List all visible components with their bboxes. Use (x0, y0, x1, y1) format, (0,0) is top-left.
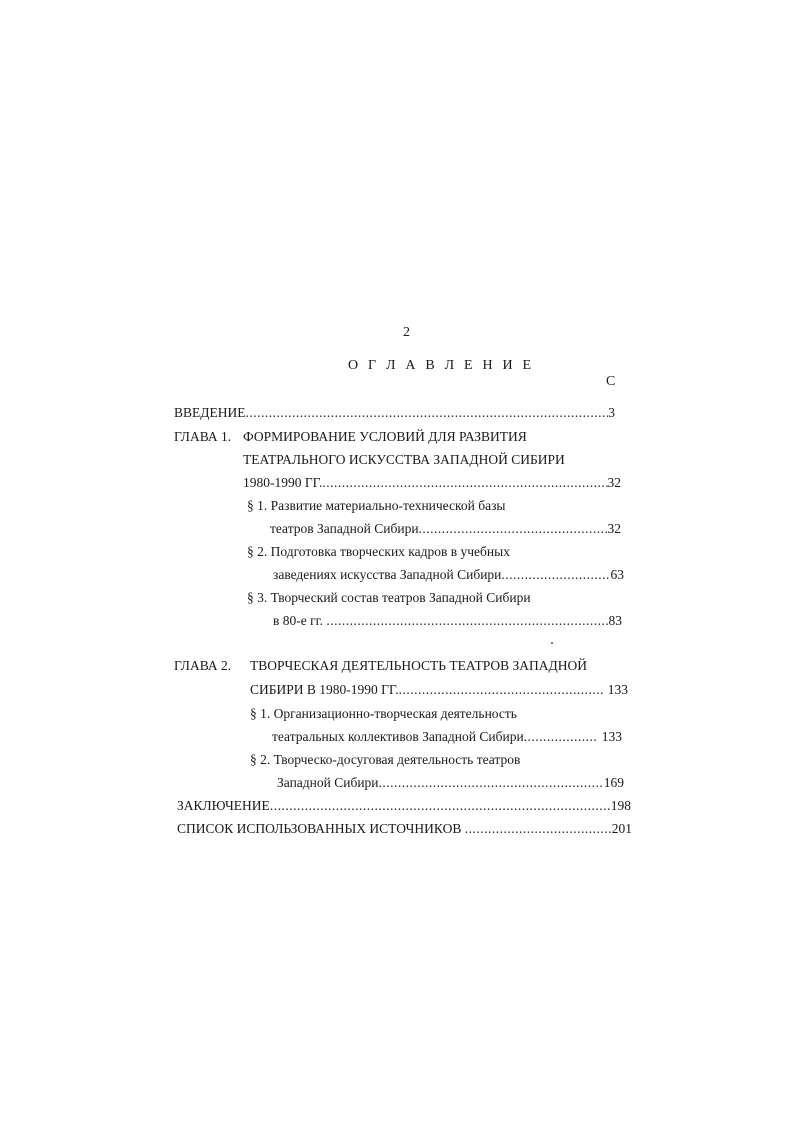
entry-text: Западной Сибири (277, 775, 379, 790)
chapter-1-title-line-2[interactable]: ТЕАТРАЛЬНОГО ИСКУССТВА ЗАПАДНОЙ СИБИРИ (243, 452, 565, 467)
toc-entry-section-2-2[interactable] (277, 774, 624, 792)
chapter-2-title-line-1[interactable]: ТВОРЧЕСКАЯ ДЕЯТЕЛЬНОСТЬ ТЕАТРОВ ЗАПАДНОЙ (250, 658, 587, 673)
entry-page: 201 (611, 821, 632, 836)
leader-dots (399, 681, 605, 699)
section-1-1-line-1[interactable]: § 1. Развитие материально-технической базы (247, 498, 506, 513)
leader-dots (501, 566, 610, 584)
entry-text: театральных коллективов Западной Сибири (272, 729, 524, 744)
section-2-1-line-1[interactable]: § 1. Организационно-творческая деятельность (250, 706, 517, 721)
entry-page: 198 (610, 798, 631, 813)
entry-page: 63 (610, 567, 624, 582)
toc-entry-sources[interactable] (177, 820, 632, 838)
leader-dots (270, 797, 611, 815)
chapter-2-label: ГЛАВА 2. (174, 658, 232, 673)
entry-text: заведениях искусства Западной Сибири (273, 567, 502, 582)
section-1-2-line-1[interactable]: § 2. Подготовка творческих кадров в учебных (247, 544, 510, 559)
leader-dots (524, 728, 599, 746)
entry-page: 3 (608, 405, 615, 420)
chapter-1-title-line-1[interactable]: ФОРМИРОВАНИЕ УСЛОВИЙ ДЛЯ РАЗВИТИЯ (243, 429, 527, 444)
scan-speck (551, 642, 553, 644)
section-2-2-line-1[interactable]: § 2. Творческо-досуговая деятельность театров (250, 752, 521, 767)
chapter-1-label: ГЛАВА 1. (174, 429, 232, 444)
page-column-label: С (606, 374, 616, 389)
leader-dots (245, 404, 608, 422)
entry-text: ВВЕДЕНИЕ (174, 405, 246, 420)
entry-text: театров Западной Сибири (270, 521, 419, 536)
toc-entry-chapter-2[interactable] (250, 681, 628, 699)
leader-dots (322, 474, 607, 492)
toc-entry-conclusion[interactable] (177, 797, 631, 815)
entry-text: СПИСОК ИСПОЛЬЗОВАННЫХ ИСТОЧНИКОВ (177, 821, 465, 836)
toc-entry-section-1-1[interactable] (270, 520, 621, 538)
toc-entry-intro[interactable] (174, 404, 615, 422)
page-number: 2 (403, 325, 410, 340)
entry-page: 83 (608, 613, 622, 628)
toc-entry-section-2-1[interactable] (272, 728, 622, 746)
toc-title: О Г Л А В Л Е Н И Е (348, 358, 535, 373)
leader-dots (419, 520, 608, 538)
leader-dots (465, 820, 612, 838)
entry-text: 1980-1990 ГГ. (243, 475, 323, 490)
entry-page: 32 (607, 475, 621, 490)
entry-page: 32 (607, 521, 621, 536)
entry-page: 133 (604, 682, 628, 697)
entry-text: СИБИРИ В 1980-1990 ГГ. (250, 682, 399, 697)
entry-text: ЗАКЛЮЧЕНИЕ (177, 798, 270, 813)
toc-entry-section-1-2[interactable] (273, 566, 624, 584)
entry-page: 133 (598, 729, 622, 744)
leader-dots (326, 612, 608, 630)
toc-entry-section-1-3[interactable] (273, 612, 622, 630)
entry-text: в 80-е гг. (273, 613, 327, 628)
section-1-3-line-1[interactable]: § 3. Творческий состав театров Западной Сибири (247, 590, 531, 605)
toc-entry-chapter-1[interactable] (243, 474, 621, 492)
leader-dots (379, 774, 604, 792)
entry-page: 169 (603, 775, 624, 790)
